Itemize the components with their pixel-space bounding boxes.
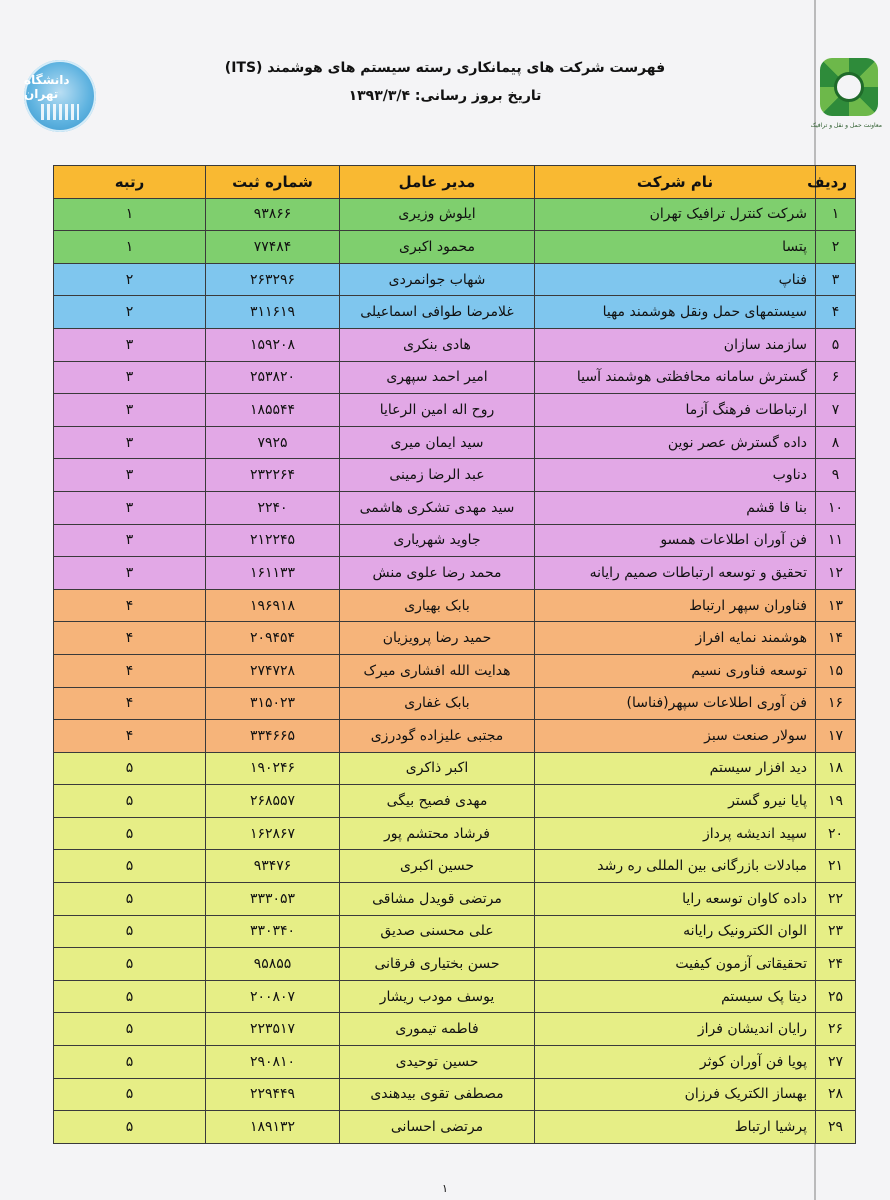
table-row (54, 198, 856, 231)
table-header-row (54, 166, 856, 199)
row-index: ۲۰ (816, 817, 856, 850)
registration-number: ۳۳۰۳۴۰ (206, 915, 340, 948)
company-name: ارتباطات فرهنگ آزما (535, 394, 816, 427)
manager-name: حمید رضا پرویزیان (340, 622, 535, 655)
manager-name: حسین توحیدی (340, 1046, 535, 1079)
company-name: شرکت کنترل ترافیک تهران (535, 198, 816, 231)
table-row (54, 589, 856, 622)
company-name: الوان الکترونیک رایانه (535, 915, 816, 948)
registration-number: ۲۲۴۰ (206, 491, 340, 524)
registration-number: ۷۹۲۵ (206, 426, 340, 459)
rank-value: ۱ (54, 231, 206, 264)
table-row (54, 1046, 856, 1079)
table-row (54, 883, 856, 916)
registration-number: ۲۶۳۲۹۶ (206, 263, 340, 296)
manager-name: بابک غفاری (340, 687, 535, 720)
rank-value: ۵ (54, 752, 206, 785)
registration-number: ۲۰۰۸۰۷ (206, 980, 340, 1013)
document-header (0, 60, 890, 104)
manager-name: حسن بختیاری فرقانی (340, 948, 535, 981)
registration-number: ۱۸۵۵۴۴ (206, 394, 340, 427)
company-name: فناوران سپهر ارتباط (535, 589, 816, 622)
page-number: ۱ (442, 1182, 448, 1195)
row-index: ۲۲ (816, 883, 856, 916)
table-row (54, 752, 856, 785)
row-index: ۱ (816, 198, 856, 231)
row-index: ۱۷ (816, 720, 856, 753)
rank-value: ۳ (54, 524, 206, 557)
header-registration: شماره ثبت (206, 166, 340, 199)
row-index: ۲ (816, 231, 856, 264)
rank-value: ۵ (54, 915, 206, 948)
rank-value: ۵ (54, 980, 206, 1013)
row-index: ۲۴ (816, 948, 856, 981)
company-name: دناوب (535, 459, 816, 492)
rank-value: ۳ (54, 459, 206, 492)
contractors-table (53, 165, 856, 1144)
manager-name: سید ایمان میری (340, 426, 535, 459)
registration-number: ۹۳۴۷۶ (206, 850, 340, 883)
registration-number: ۳۳۴۶۶۵ (206, 720, 340, 753)
row-index: ۵ (816, 328, 856, 361)
rank-value: ۳ (54, 361, 206, 394)
company-name: سازمند سازان (535, 328, 816, 361)
rank-value: ۴ (54, 720, 206, 753)
manager-name: عبد الرضا زمینی (340, 459, 535, 492)
manager-name: محمد رضا علوی منش (340, 557, 535, 590)
manager-name: مرتضی احسانی (340, 1111, 535, 1144)
university-logo-text: دانشگاه تهران (24, 72, 70, 101)
manager-name: مجتبی علیزاده گودرزی (340, 720, 535, 753)
table-row (54, 394, 856, 427)
company-name: تحقیق و توسعه ارتباطات صمیم رایانه (535, 557, 816, 590)
rank-value: ۳ (54, 394, 206, 427)
manager-name: هادی بنکری (340, 328, 535, 361)
registration-number: ۲۰۹۴۵۴ (206, 622, 340, 655)
header-rank: رتبه (54, 166, 206, 199)
table-row (54, 785, 856, 818)
rank-value: ۴ (54, 687, 206, 720)
manager-name: فرشاد محتشم پور (340, 817, 535, 850)
rank-value: ۴ (54, 654, 206, 687)
rank-value: ۵ (54, 948, 206, 981)
registration-number: ۳۳۳۰۵۳ (206, 883, 340, 916)
manager-name: مصطفی تقوی بیدهندی (340, 1078, 535, 1111)
company-name: فناپ (535, 263, 816, 296)
document-title: فهرست شرکت های پیمانکاری رسته سیستم های هوشمند (ITS) (224, 60, 666, 76)
rank-value: ۲ (54, 263, 206, 296)
rank-value: ۵ (54, 883, 206, 916)
company-name: مبادلات بازرگانی بین المللی ره رشد (535, 850, 816, 883)
rank-value: ۵ (54, 1078, 206, 1111)
rank-value: ۵ (54, 1013, 206, 1046)
rank-value: ۳ (54, 557, 206, 590)
table-row (54, 850, 856, 883)
row-index: ۲۱ (816, 850, 856, 883)
company-name: فن آوران اطلاعات همسو (535, 524, 816, 557)
registration-number: ۲۱۲۲۴۵ (206, 524, 340, 557)
table-row (54, 426, 856, 459)
registration-number: ۲۳۲۲۶۴ (206, 459, 340, 492)
manager-name: شهاب جوانمردی (340, 263, 535, 296)
row-index: ۹ (816, 459, 856, 492)
company-name: داده گسترش عصر نوین (535, 426, 816, 459)
company-name: سولار صنعت سبز (535, 720, 816, 753)
company-name: سپید اندیشه پرداز (535, 817, 816, 850)
row-index: ۱۴ (816, 622, 856, 655)
company-name: پویا فن آوران کوثر (535, 1046, 816, 1079)
company-name: پرشیا ارتباط (535, 1111, 816, 1144)
registration-number: ۲۷۴۷۲۸ (206, 654, 340, 687)
company-name: دید افزار سیستم (535, 752, 816, 785)
table-row (54, 328, 856, 361)
registration-number: ۲۲۳۵۱۷ (206, 1013, 340, 1046)
registration-number: ۱۶۲۸۶۷ (206, 817, 340, 850)
registration-number: ۳۱۵۰۲۳ (206, 687, 340, 720)
rank-value: ۴ (54, 622, 206, 655)
manager-name: اکبر ذاکری (340, 752, 535, 785)
header-manager: مدیر عامل (340, 166, 535, 199)
rank-value: ۳ (54, 426, 206, 459)
table-row (54, 459, 856, 492)
company-name: بنا فا قشم (535, 491, 816, 524)
company-name: سیستمهای حمل ونقل هوشمند مهیا (535, 296, 816, 329)
company-name: پایا نیرو گستر (535, 785, 816, 818)
manager-name: سید مهدی تشکری هاشمی (340, 491, 535, 524)
registration-number: ۲۲۹۴۴۹ (206, 1078, 340, 1111)
rank-value: ۵ (54, 817, 206, 850)
table-row (54, 524, 856, 557)
rank-value: ۳ (54, 328, 206, 361)
registration-number: ۱۵۹۲۰۸ (206, 328, 340, 361)
row-index: ۲۳ (816, 915, 856, 948)
registration-number: ۳۱۱۶۱۹ (206, 296, 340, 329)
row-index: ۱۹ (816, 785, 856, 818)
table-row (54, 817, 856, 850)
manager-name: حسین اکبری (340, 850, 535, 883)
manager-name: محمود اکبری (340, 231, 535, 264)
table-row (54, 980, 856, 1013)
row-index: ۴ (816, 296, 856, 329)
row-index: ۱۲ (816, 557, 856, 590)
company-name: توسعه فناوری نسیم (535, 654, 816, 687)
manager-name: یوسف مودب ریشار (340, 980, 535, 1013)
manager-name: هدایت الله افشاری میرک (340, 654, 535, 687)
row-index: ۱۸ (816, 752, 856, 785)
table-row (54, 557, 856, 590)
manager-name: بابک بهیاری (340, 589, 535, 622)
table-row (54, 915, 856, 948)
table-row (54, 231, 856, 264)
registration-number: ۱۸۹۱۳۲ (206, 1111, 340, 1144)
manager-name: روح اله امین الرعایا (340, 394, 535, 427)
header-index: ردیف (816, 166, 856, 199)
manager-name: غلامرضا طوافی اسماعیلی (340, 296, 535, 329)
table-row (54, 263, 856, 296)
row-index: ۲۷ (816, 1046, 856, 1079)
registration-number: ۹۳۸۶۶ (206, 198, 340, 231)
manager-name: ایلوش وزیری (340, 198, 535, 231)
rank-value: ۵ (54, 850, 206, 883)
row-index: ۲۸ (816, 1078, 856, 1111)
company-name: رایان اندیشان فراز (535, 1013, 816, 1046)
row-index: ۳ (816, 263, 856, 296)
company-name: هوشمند نمایه افراز (535, 622, 816, 655)
row-index: ۷ (816, 394, 856, 427)
municipality-logo-caption: معاونت حمل و نقل و ترافیک (810, 122, 882, 129)
registration-number: ۱۹۰۲۴۶ (206, 752, 340, 785)
university-logo-emblem (41, 104, 79, 120)
table-row (54, 687, 856, 720)
rank-value: ۵ (54, 1046, 206, 1079)
rank-value: ۱ (54, 198, 206, 231)
manager-name: فاطمه تیموری (340, 1013, 535, 1046)
row-index: ۸ (816, 426, 856, 459)
registration-number: ۱۶۱۱۳۳ (206, 557, 340, 590)
company-name: پتسا (535, 231, 816, 264)
table-row (54, 720, 856, 753)
rank-value: ۵ (54, 1111, 206, 1144)
update-date: تاریخ بروز رسانی: ۱۳۹۳/۳/۴ (348, 88, 542, 104)
company-name: فن آوری اطلاعات سپهر(فناسا) (535, 687, 816, 720)
company-name: گسترش سامانه محافظتی هوشمند آسیا (535, 361, 816, 394)
row-index: ۱۵ (816, 654, 856, 687)
table-row (54, 622, 856, 655)
company-name: دیتا پک سیستم (535, 980, 816, 1013)
table-row (54, 296, 856, 329)
manager-name: علی محسنی صدیق (340, 915, 535, 948)
row-index: ۱۶ (816, 687, 856, 720)
row-index: ۶ (816, 361, 856, 394)
row-index: ۲۹ (816, 1111, 856, 1144)
row-index: ۲۶ (816, 1013, 856, 1046)
registration-number: ۹۵۸۵۵ (206, 948, 340, 981)
table-row (54, 491, 856, 524)
rank-value: ۲ (54, 296, 206, 329)
registration-number: ۲۹۰۸۱۰ (206, 1046, 340, 1079)
table-row (54, 654, 856, 687)
manager-name: امیر احمد سپهری (340, 361, 535, 394)
rank-value: ۴ (54, 589, 206, 622)
header-company: نام شرکت (535, 166, 816, 199)
manager-name: مرتضی قویدل مشاقی (340, 883, 535, 916)
manager-name: جاوید شهریاری (340, 524, 535, 557)
registration-number: ۷۷۴۸۴ (206, 231, 340, 264)
row-index: ۱۳ (816, 589, 856, 622)
table-row (54, 1111, 856, 1144)
registration-number: ۲۶۸۵۵۷ (206, 785, 340, 818)
rank-value: ۳ (54, 491, 206, 524)
manager-name: مهدی فصیح بیگی (340, 785, 535, 818)
company-name: داده کاوان توسعه رایا (535, 883, 816, 916)
registration-number: ۱۹۶۹۱۸ (206, 589, 340, 622)
registration-number: ۲۵۳۸۲۰ (206, 361, 340, 394)
company-name: تحقیقاتی آزمون کیفیت (535, 948, 816, 981)
table-row (54, 361, 856, 394)
row-index: ۱۱ (816, 524, 856, 557)
company-name: بهساز الکتریک فرزان (535, 1078, 816, 1111)
table-row (54, 1013, 856, 1046)
rank-value: ۵ (54, 785, 206, 818)
table-row (54, 1078, 856, 1111)
table-row (54, 948, 856, 981)
row-index: ۱۰ (816, 491, 856, 524)
row-index: ۲۵ (816, 980, 856, 1013)
